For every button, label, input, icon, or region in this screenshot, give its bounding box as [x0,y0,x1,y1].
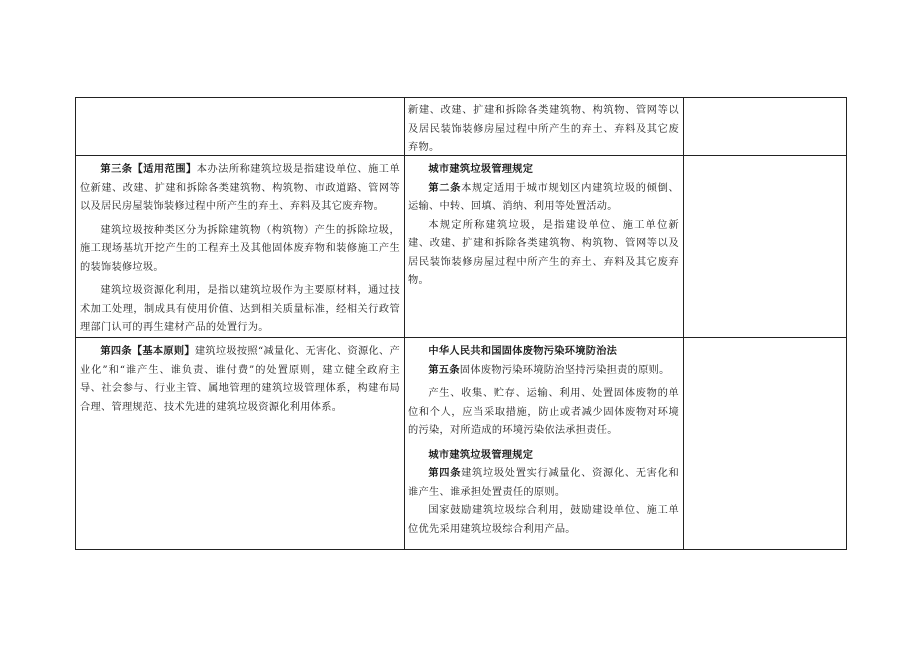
paragraph: 产生、收集、贮存、运输、利用、处置固体废物的单位和个人，应当采取措施，防止或者减少固体废物对环境的污染，对所造成的环境污染依法承担责任。 [408,388,679,436]
article-text: 建筑垃圾按照“减量化、无害化、资源化、产业化”和“谁产生、谁负责、谁付费”的处置原则，建立健全政府主导、社会参与、行业主管、属地管理的建筑垃圾管理体系，构建布局合理、管理规范、技术先进的建筑垃圾资源化利用体系。 [80,346,400,413]
table-row [76,155,846,338]
table-cell-col3 [684,338,846,549]
table-cell-col1 [76,98,405,155]
table-cell-col3 [684,156,846,338]
law-heading: 城市建筑垃圾管理规定 [428,163,534,175]
article-paragraph [408,361,679,381]
article-label: 第四条 [428,467,462,479]
cell-text: 新建、改建、扩建和拆除各类建筑物、构筑物、管网等以及居民装饰装修房屋过程中所产生的弃土、弃料及其它废弃物。 [408,105,679,153]
article-label: 第五条 [428,363,460,376]
table-cell-col2 [405,338,684,549]
paragraph: 建筑垃圾资源化利用，是指以建筑垃圾作为主要原材料，通过技术加工处理，制成具有使用价值、达到相关质量标准，经相关行政管理部门认可的再生建材产品的处置行为。 [80,285,400,333]
paragraph: 本规定所称建筑垃圾，是指建设单位、施工单位新建、改建、扩建和拆除各类建筑物、构筑物、管网等以及居民装饰装修房屋过程中所产生的弃土、弃料及其它废弃物。 [408,219,679,286]
article-text: 本规定适用于城市规划区内建筑垃圾的倾倒、运输、中转、回填、消纳、利用等处置活动。 [408,182,679,212]
article-text: 建筑垃圾处置实行减量化、资源化、无害化和谁产生、谁承担处置责任的原则。 [408,468,679,498]
article-4-paragraph [80,342,400,417]
article-3-paragraph [80,160,400,217]
law-heading: 城市建筑垃圾管理规定 [428,448,534,461]
article-label: 第三条【适用范围】 [100,163,197,175]
paragraph: 建筑垃圾按种类区分为拆除建筑物（构筑物）产生的拆除垃圾，施工现场基坑开挖产生的工程弃土及其他固体废弃物和装修施工产生的装饰装修垃圾。 [80,224,400,273]
table-row [76,337,846,549]
table-row [76,98,846,155]
paragraph: 国家鼓励建筑垃圾综合利用，鼓励建设单位、施工单位优先采用建筑垃圾综合利用产品。 [408,505,679,535]
table-cell-col2 [405,98,684,155]
article-label: 第二条 [428,181,462,194]
regulation-comparison-table [75,97,847,550]
table-cell-col1 [76,338,405,549]
table-cell-col3 [684,98,846,155]
law-heading: 中华人民共和国固体废物污染环境防治法 [428,345,618,357]
table-cell-col2 [405,156,684,338]
article-paragraph [408,179,679,217]
article-text: 固体废物污染环境防治坚持污染担责的原则。 [459,364,670,376]
article-label: 第四条【基本原则】 [100,345,195,357]
article-text: 本办法所称建筑垃圾是指建设单位、施工单位新建、改建、扩建和拆除各类建筑物、构筑物、市政道路、管网等以及居民房屋装饰装修过程中所产生的弃土、弃料及其它废弃物。 [80,164,400,212]
article-paragraph [408,464,679,502]
table-cell-col1 [76,156,405,338]
